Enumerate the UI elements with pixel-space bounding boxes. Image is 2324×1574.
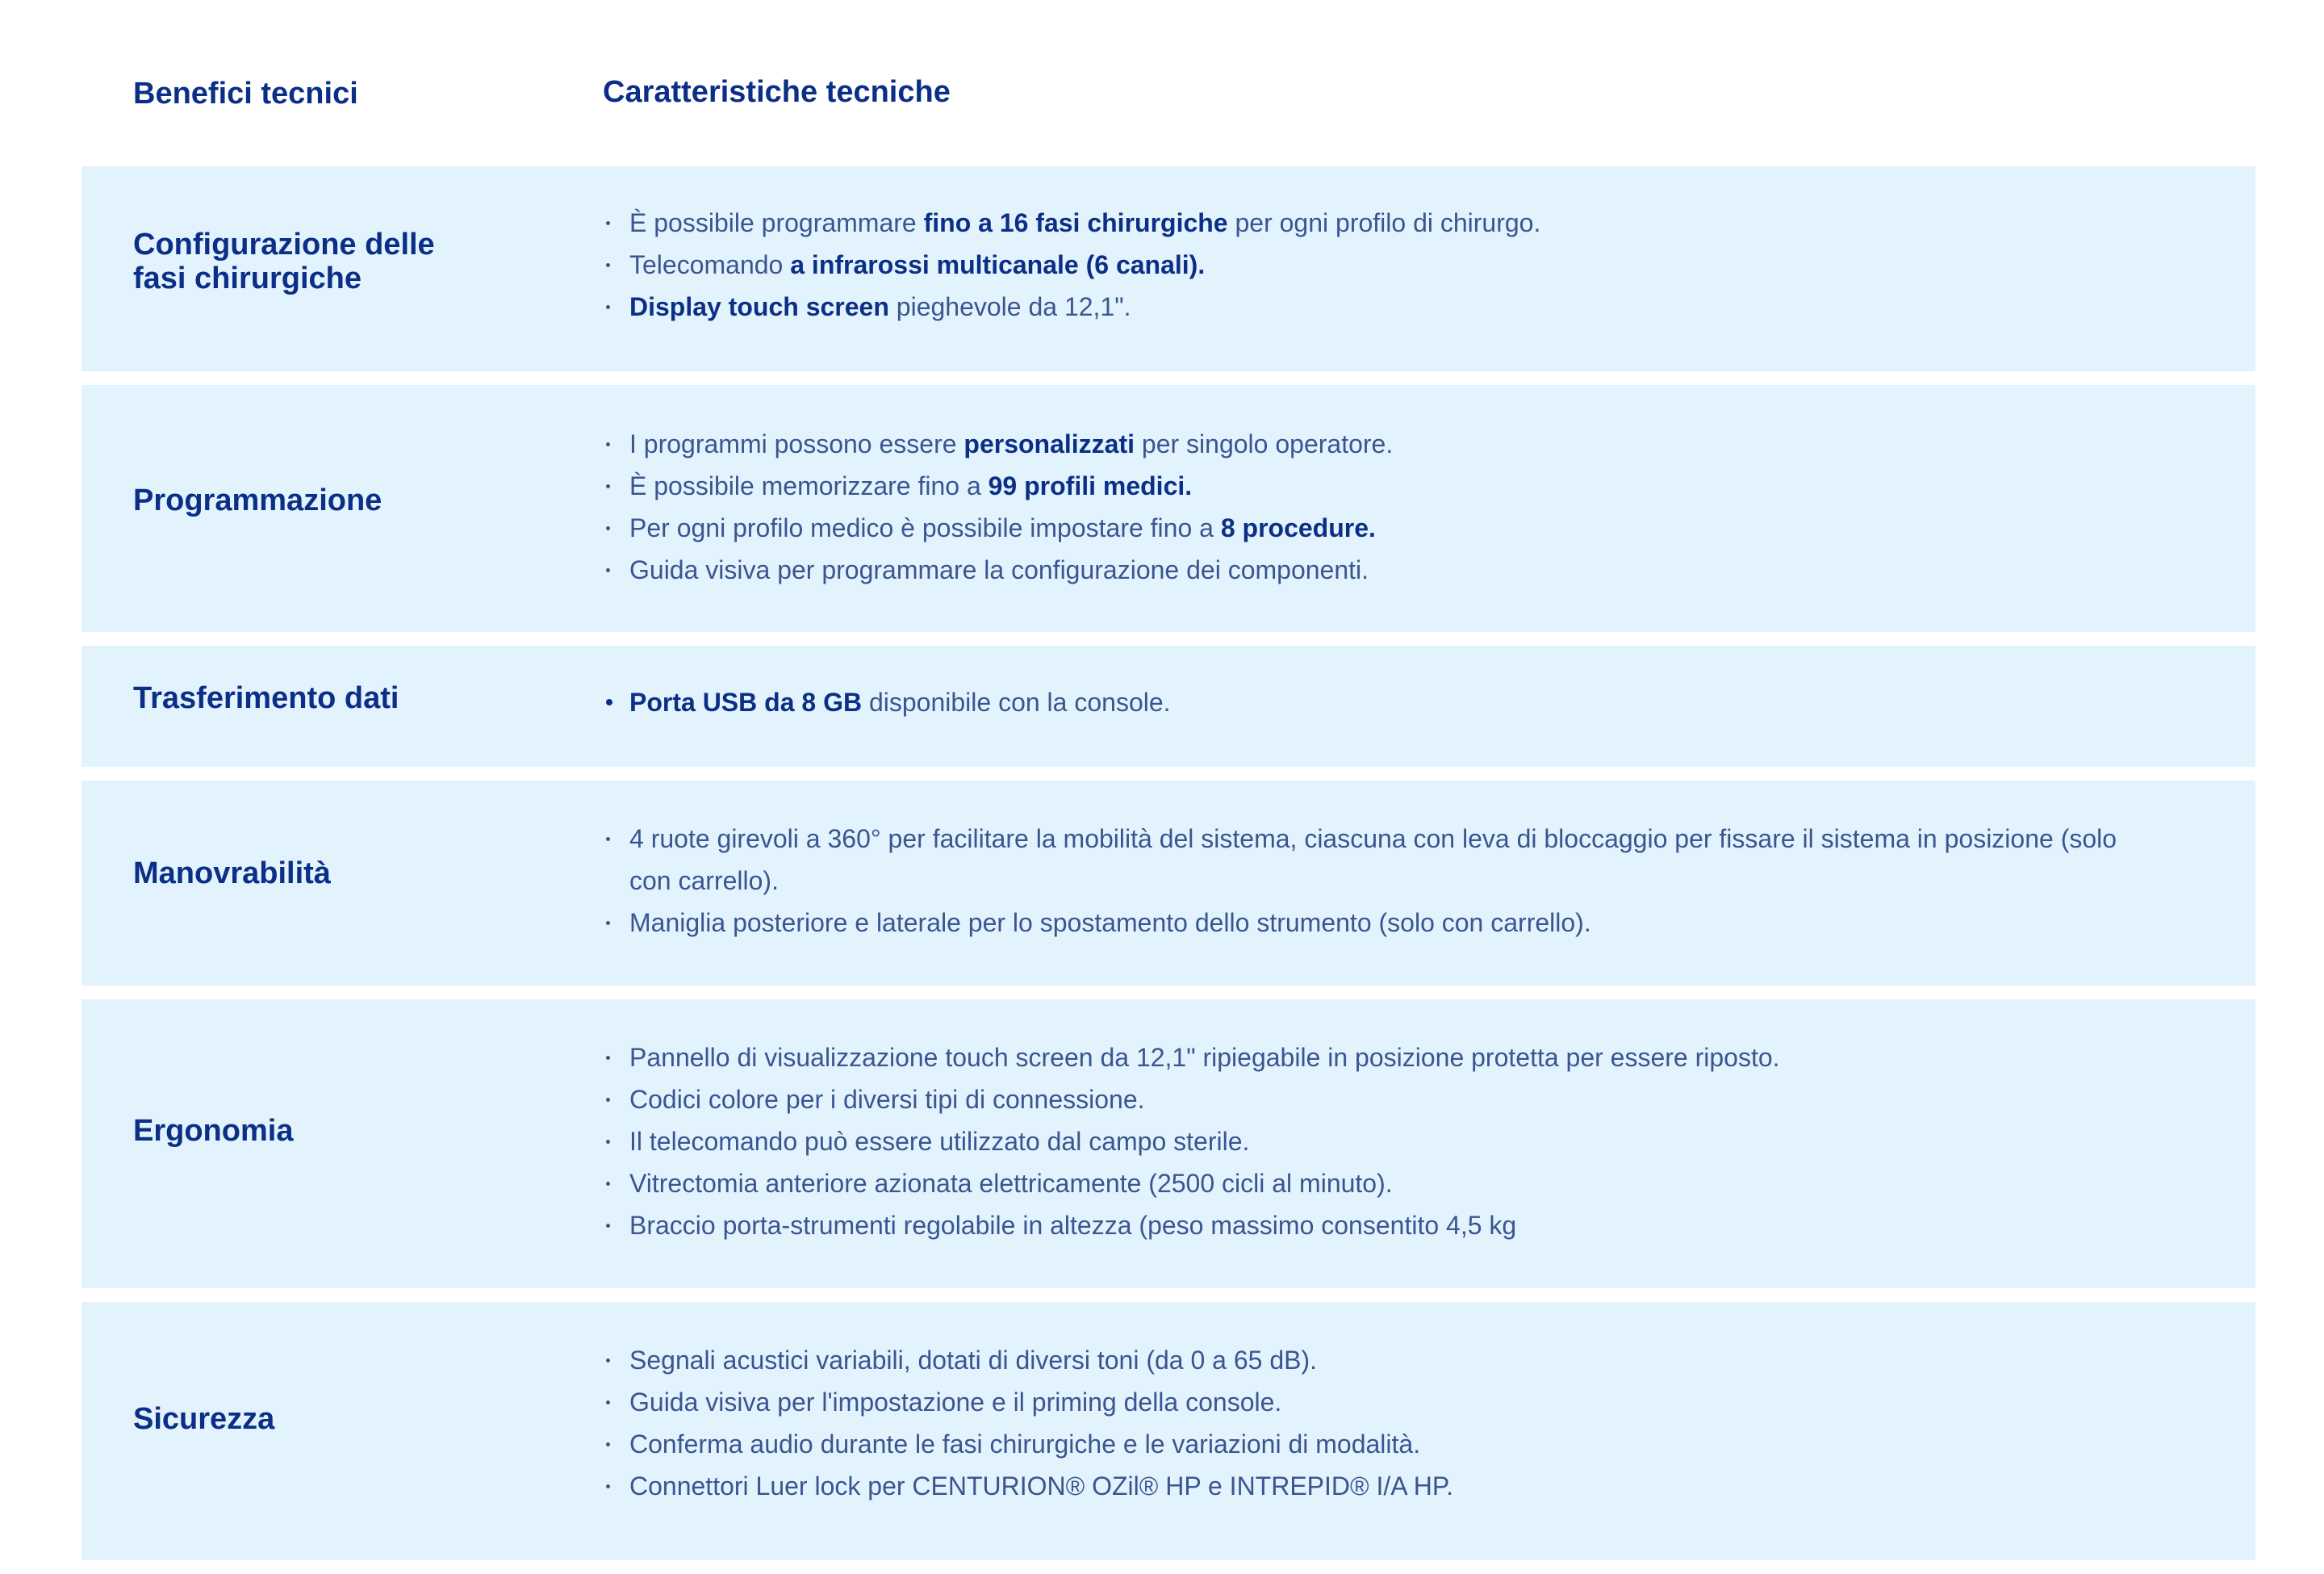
row-label: Ergonomia [133, 1114, 294, 1148]
row-label: Sicurezza [133, 1402, 275, 1436]
text-segment: disponibile con la console. [862, 688, 1171, 717]
table-row [82, 166, 2255, 371]
feature-list [606, 1036, 2159, 1246]
list-item [606, 1465, 2159, 1507]
text-segment: Pannello di visualizzazione touch screen da 12,1" ripiegabile in posizione protetta per essere riposto. [629, 1043, 1780, 1072]
text-segment: Connettori Luer lock per CENTURION® OZil® HP e INTREPID® I/A HP. [629, 1471, 1453, 1501]
list-item [606, 1204, 2159, 1246]
table-header [0, 0, 2324, 161]
feature-table [82, 166, 2255, 1574]
table-row [82, 999, 2255, 1288]
text-segment: I programmi possono essere [629, 429, 964, 458]
list-item [606, 1339, 2159, 1381]
text-segment: Vitrectomia anteriore azionata elettricamente (2500 cicli al minuto). [629, 1169, 1393, 1198]
feature-list [606, 1339, 2159, 1507]
list-item [606, 1162, 2159, 1204]
text-segment: Guida visiva per l'impostazione e il priming della console. [629, 1388, 1282, 1417]
row-label: Trasferimento dati [133, 681, 399, 715]
text-segment: Guida visiva per programmare la configurazione dei componenti. [629, 555, 1369, 584]
list-item [606, 1423, 2159, 1465]
text-segment: pieghevole da 12,1". [888, 292, 1131, 321]
bold-text: fino a 16 fasi chirurgiche [923, 208, 1228, 237]
header-benefits: Benefici tecnici [133, 77, 358, 111]
row-label: Manovrabilità [133, 856, 331, 890]
list-item [606, 1078, 2159, 1120]
list-item [606, 465, 2159, 507]
text-segment: Braccio porta-strumenti regolabile in altezza (peso massimo consentito 4,5 kg [629, 1211, 1517, 1240]
text-segment: Codici colore per i diversi tipi di connessione. [629, 1085, 1145, 1114]
list-item [606, 1120, 2159, 1162]
text-segment: Conferma audio durante le fasi chirurgiche e le variazioni di modalità. [629, 1430, 1421, 1459]
bold-text: Porta USB da 8 GB [629, 688, 863, 717]
list-item [606, 202, 2159, 244]
table-row [82, 1302, 2255, 1560]
bold-text: 8 procedure. [1220, 513, 1376, 542]
list-item [606, 244, 2159, 286]
text-segment: per singolo operatore. [1135, 429, 1394, 458]
feature-list [606, 202, 2159, 328]
feature-list [606, 423, 2159, 591]
list-item [606, 902, 2159, 944]
list-item [606, 507, 2159, 549]
text-segment: È possibile memorizzare fino a [629, 471, 989, 500]
list-item [606, 549, 2159, 591]
list-item [606, 1381, 2159, 1423]
table-row [82, 385, 2255, 632]
text-segment: Segnali acustici variabili, dotati di diversi toni (da 0 a 65 dB). [629, 1346, 1317, 1375]
bold-text: Display touch screen [629, 292, 889, 321]
text-segment: per ogni profilo di chirurgo. [1227, 208, 1541, 237]
table-row [82, 781, 2255, 986]
feature-list [606, 681, 2159, 723]
text-segment: 4 ruote girevoli a 360° per facilitare la mobilità del sistema, ciascuna con leva di bloccaggio per fissare il sistema in posizione (solo con carrello). [629, 824, 2117, 895]
list-item [606, 818, 2159, 902]
bold-text: 99 profili medici. [988, 471, 1193, 500]
list-item [606, 681, 2159, 723]
bold-text: a infrarossi multicanale (6 canali). [790, 250, 1206, 279]
list-item [606, 286, 2159, 328]
header-features: Caratteristiche tecniche [603, 75, 951, 109]
text-segment: Il telecomando può essere utilizzato dal campo sterile. [629, 1127, 1250, 1156]
table-row [82, 646, 2255, 767]
bold-text: personalizzati [963, 429, 1135, 458]
row-label: Programmazione [133, 484, 382, 517]
text-segment: Per ogni profilo medico è possibile impostare fino a [629, 513, 1221, 542]
list-item [606, 423, 2159, 465]
list-item [606, 1036, 2159, 1078]
text-segment: Maniglia posteriore e laterale per lo spostamento dello strumento (solo con carrello). [629, 908, 1591, 937]
row-label: Configurazione delle fasi chirurgiche [133, 228, 435, 295]
text-segment: È possibile programmare [629, 208, 924, 237]
feature-list [606, 818, 2159, 944]
text-segment: Telecomando [629, 250, 791, 279]
